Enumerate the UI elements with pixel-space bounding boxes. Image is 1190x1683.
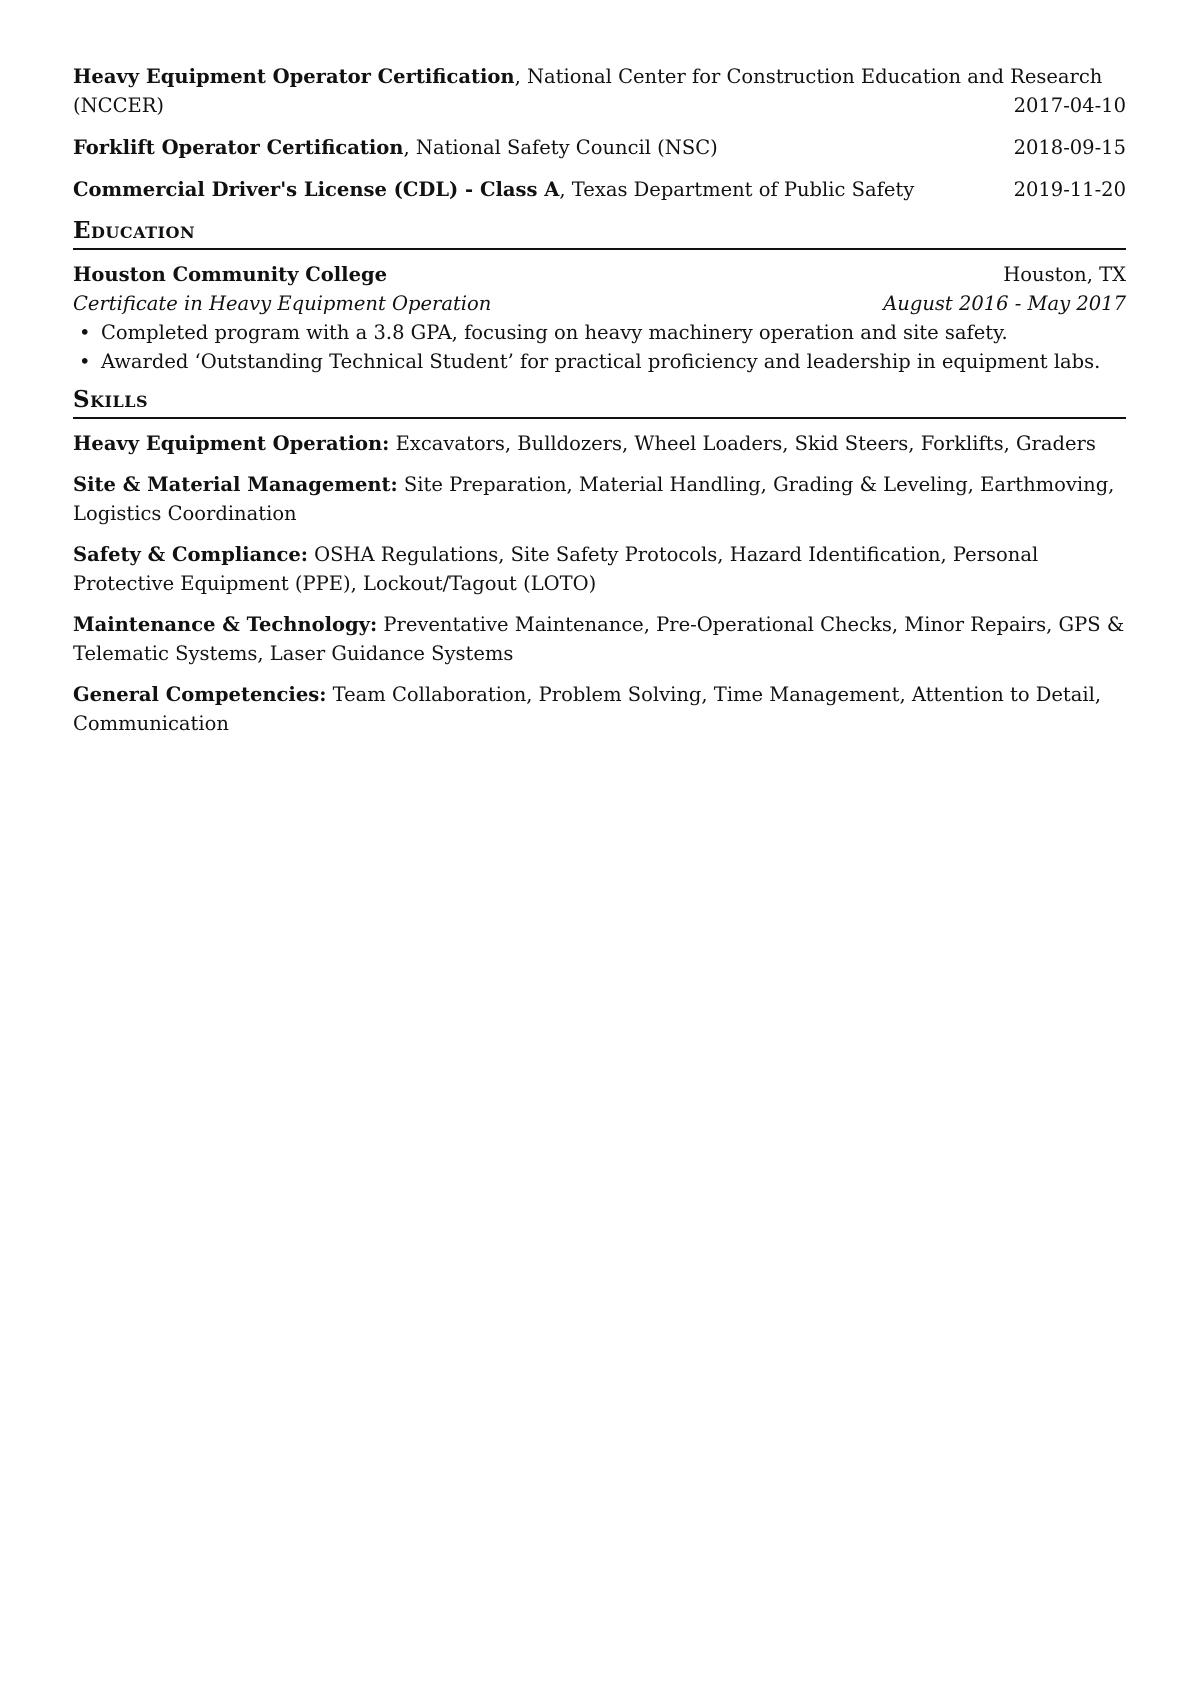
skill-text: Excavators, Bulldozers, Wheel Loaders, Skid Steers, Forklifts, Graders	[389, 432, 1096, 455]
certification-line	[73, 175, 914, 204]
skills-heading: Skills	[73, 386, 1126, 419]
certification-date: 2019-11-20	[1013, 178, 1126, 201]
degree-name: Certificate in Heavy Equipment Operation	[73, 292, 492, 315]
skill-line	[73, 540, 1126, 598]
skill-line	[73, 429, 1126, 458]
skill-text: Preventative Maintenance, Pre-Operational Checks, Minor Repairs, GPS & Telematic Systems, Laser Guidance Systems	[73, 613, 1125, 665]
certification-issuer-continued: (NCCER)	[73, 94, 165, 117]
bullet-icon: •	[79, 350, 91, 373]
certification-line	[73, 133, 718, 162]
skill-label: Site & Material Management:	[73, 473, 398, 496]
certification-line	[73, 91, 1126, 120]
certification-entry	[73, 175, 1126, 204]
certification-date: 2017-04-10	[1013, 94, 1126, 117]
certification-title: Forklift Operator Certification	[73, 136, 404, 159]
certification-date: 2018-09-15	[1013, 136, 1126, 159]
education-entry	[73, 260, 1126, 376]
skill-label: Safety & Compliance:	[73, 543, 308, 566]
resume-page	[73, 62, 1126, 750]
certification-title: Commercial Driver's License (CDL) - Class A	[73, 178, 560, 201]
skill-text: OSHA Regulations, Site Safety Protocols, Hazard Identification, Personal Protective Equipment (PPE), Lockout/Tagout (LOTO)	[73, 543, 1039, 595]
bullet-text: Awarded ‘Outstanding Technical Student’ for practical proficiency and leadership in equipment labs.	[101, 350, 1101, 373]
certification-title: Heavy Equipment Operator Certification	[73, 65, 515, 88]
education-dates: August 2016 - May 2017	[883, 292, 1126, 315]
certification-issuer: , Texas Department of Public Safety	[559, 178, 915, 201]
skill-text: Site Preparation, Material Handling, Grading & Leveling, Earthmoving, Logistics Coordination	[73, 473, 1115, 525]
skill-label: Maintenance & Technology:	[73, 613, 378, 636]
education-header-row	[73, 260, 1126, 289]
education-heading: Education	[73, 217, 1126, 250]
bullet-icon: •	[79, 321, 91, 344]
certification-line	[73, 62, 1126, 91]
skill-line	[73, 610, 1126, 668]
bullet-text: Completed program with a 3.8 GPA, focusing on heavy machinery operation and site safety.	[101, 321, 1008, 344]
skill-text: Team Collaboration, Problem Solving, Time Management, Attention to Detail, Communication	[73, 683, 1102, 735]
skill-line	[73, 680, 1126, 738]
list-item	[73, 318, 1126, 347]
list-item	[73, 347, 1126, 376]
certification-entry	[73, 62, 1126, 120]
certification-entry	[73, 133, 1126, 162]
school-location: Houston, TX	[1003, 263, 1126, 286]
skill-label: General Competencies:	[73, 683, 327, 706]
education-bullets	[73, 318, 1126, 376]
skill-label: Heavy Equipment Operation:	[73, 432, 390, 455]
certification-issuer: , National Center for Construction Education and Research	[514, 65, 1103, 88]
certification-issuer: , National Safety Council (NSC)	[403, 136, 718, 159]
school-name: Houston Community College	[73, 263, 388, 286]
education-degree-row	[73, 289, 1126, 318]
skill-line	[73, 470, 1126, 528]
